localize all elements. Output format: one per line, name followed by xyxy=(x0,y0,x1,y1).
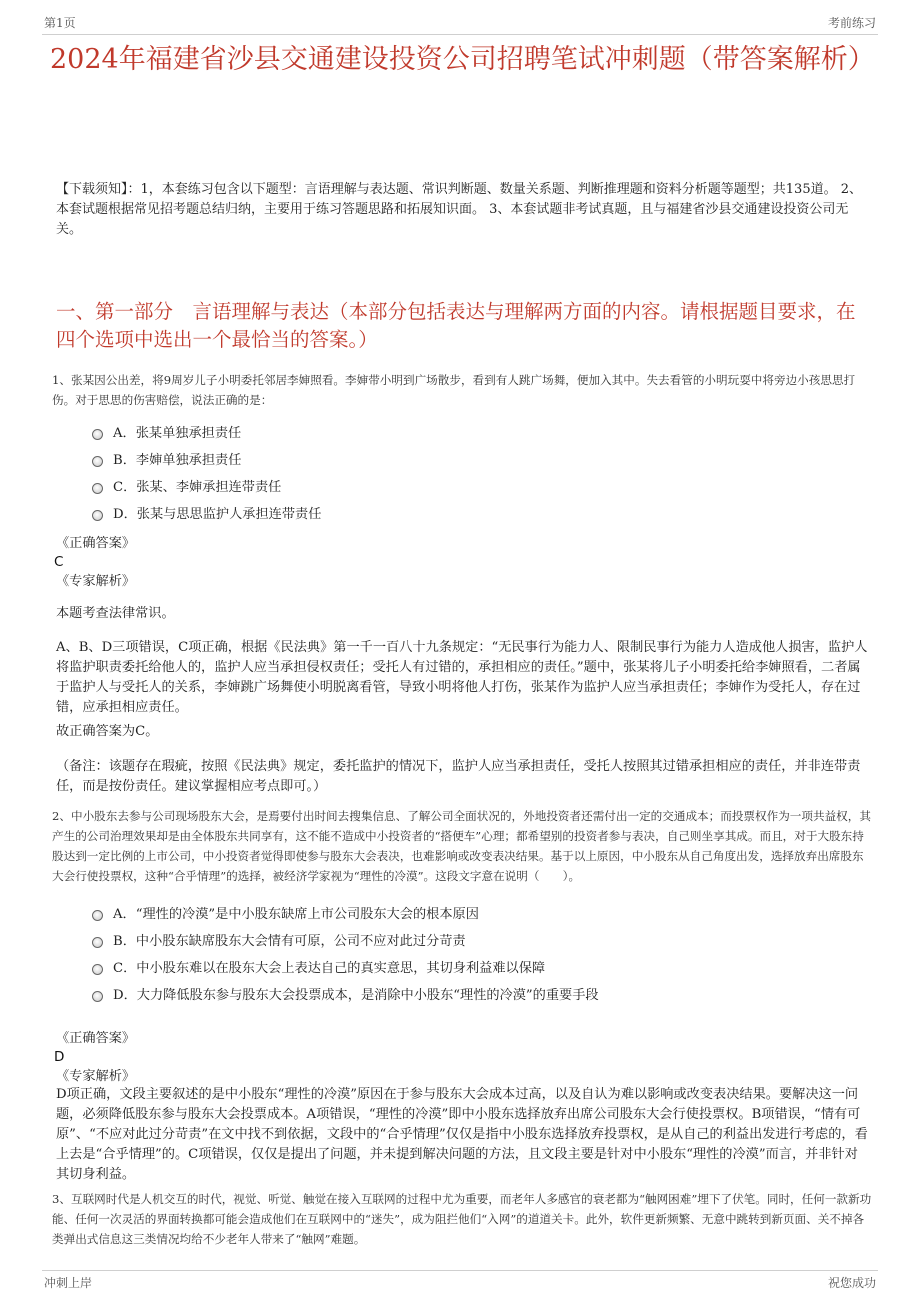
radio-icon[interactable] xyxy=(92,483,103,494)
question-2-options xyxy=(92,904,860,1012)
option-d[interactable] xyxy=(92,504,860,531)
option-label: D．张某与思思监护人承担连带责任 xyxy=(113,507,322,522)
question-1-options xyxy=(92,423,860,531)
analysis-paragraph: A、B、D三项错误，C项正确，根据《民法典》第一千一百八十九条规定：“无民事行为能力人、限制民事行为能力人造成他人损害，监护人将监护职责委托给他人的，监护人应当承担侵权责任；受托人有过错的，承担相应的责任。”题中，张某将儿子小明委托给李婶照看，二者属于监护人与受托人的关系，李婶跳广场舞使小明脱离看管，导致小明将他人打伤，张某作为监护人应当承担责任；李婶作为受托人，存在过错，应承担相应责任。 xyxy=(56,640,868,715)
option-a[interactable] xyxy=(92,423,860,450)
radio-icon[interactable] xyxy=(92,910,103,921)
analysis-paragraph: D项正确，文段主要叙述的是中小股东“理性的冷漠”原因在于参与股东大会成本过高，以及自认为难以影响或改变表决结果。要解决这一问题，必须降低股东参与股东大会投票成本。A项错误，“理性的冷漠”即中小股东选择放弃出席公司股东大会行使投票权。B项错误，“情有可原”、“不应对此过分苛责”在文中找不到依据，文段中的“合乎情理”仅仅是指中小股东选择放弃投票权，是从自己的利益出发进行考虑的，看上去是“合乎情理”的。C项错误，仅仅是提出了问题，并未提到解决问题的方法，且文段主要是针对中小股东“理性的冷漠”而言，并非针对其切身利益。 xyxy=(56,1087,868,1182)
option-a[interactable] xyxy=(92,904,860,931)
question-2-stem: 2、中小股东去参与公司现场股东大会，是焉要付出时间去搜集信息、了解公司全面状况的，外地投资者还需付出一定的交通成本；而投票权作为一项共益权，其产生的公司治理效果却是由全体股东共同享有，这不能不造成中小投资者的“搭便车”心理；都希望别的投资者参与表决，自己则坐享其成。而且，对于大股东持股达到一定比例的上市公司，中小投资者觉得即使参与股东大会表决，也难影响或改变表决结果。基于以上原因，中小股东从自己角度出发，选择放弃出席股东大会行使投票权，这种“合乎情理”的选择，被经济学家视为“理性的冷漠”。这段文字意在说明（ ）。 xyxy=(52,809,871,883)
analysis-paragraph: 故正确答案为C。 xyxy=(56,724,159,739)
radio-icon[interactable] xyxy=(92,510,103,521)
option-c[interactable] xyxy=(92,958,860,985)
radio-icon[interactable] xyxy=(92,964,103,975)
radio-icon[interactable] xyxy=(92,937,103,948)
page-header xyxy=(42,12,878,35)
radio-icon[interactable] xyxy=(92,991,103,1002)
option-label: B．李婶单独承担责任 xyxy=(113,453,242,468)
correct-answer-label: 《正确答案》 xyxy=(56,536,136,551)
analysis-paragraph: 本题考查法律常识。 xyxy=(56,606,175,621)
radio-icon[interactable] xyxy=(92,429,103,440)
page-number: 第1页 xyxy=(44,16,76,30)
option-label: B．中小股东缺席股东大会情有可原，公司不应对此过分苛责 xyxy=(113,934,466,949)
radio-icon[interactable] xyxy=(92,456,103,467)
option-b[interactable] xyxy=(92,450,860,477)
analysis-note: （备注：该题存在瑕疵，按照《民法典》规定，委托监护的情况下，监护人应当承担责任，受托人按照其过错承担相应的责任，并非连带责任，而是按份责任。建议掌握相应考点即可。） xyxy=(56,759,861,794)
option-c[interactable] xyxy=(92,477,860,504)
expert-analysis-label: 《专家解析》 xyxy=(56,574,136,589)
section-title: 一、第一部分 言语理解与表达（本部分包括表达与理解两方面的内容。请根据题目要求，在四个选项中选出一个最恰当的答案。） xyxy=(56,300,856,351)
option-label: C．中小股东难以在股东大会上表达自己的真实意思，其切身利益难以保障 xyxy=(113,961,546,976)
option-b[interactable] xyxy=(92,931,860,958)
answer-value: D xyxy=(54,1049,65,1065)
answer-value: C xyxy=(54,554,64,570)
question-3-stem: 3、互联网时代是人机交互的时代，视觉、听觉、触觉在接入互联网的过程中尤为重要，而老年人多感官的衰老都为“触网困难”埋下了伏笔。同时，任何一款新功能、任何一次灵活的界面转换都可能会造成他们在互联网中的“迷失”，成为阻拦他们“入网”的道道关卡。此外，软件更新频繁、无意中跳转到新页面、关不掉各类弹出式信息这三类情况均给不少老年人带来了“触网”难题。 xyxy=(52,1192,872,1246)
document-title: 2024年福建省沙县交通建设投资公司招聘笔试冲刺题（带答案解析） xyxy=(50,44,875,75)
option-label: A．张某单独承担责任 xyxy=(113,426,242,441)
question-1-stem: 1、张某因公出差，将9周岁儿子小明委托邻居李婶照看。李婶带小明到广场散步，看到有人跳广场舞，便加入其中。失去看管的小明玩耍中将旁边小孩思思打伤。对于思思的伤害赔偿，说法正确的是： xyxy=(52,373,856,407)
footer-right-label: 祝您成功 xyxy=(827,1276,876,1290)
option-d[interactable] xyxy=(92,985,860,1012)
correct-answer-label: 《正确答案》 xyxy=(56,1031,136,1046)
option-label: A．“理性的冷漠”是中小股东缺席上市公司股东大会的根本原因 xyxy=(113,907,479,922)
header-label: 考前练习 xyxy=(827,16,876,30)
footer-left-label: 冲刺上岸 xyxy=(44,1276,93,1290)
page-footer xyxy=(42,1270,878,1293)
expert-analysis-label: 《专家解析》 xyxy=(56,1069,136,1084)
option-label: C．张某、李婶承担连带责任 xyxy=(113,480,282,495)
download-notice: 【下载须知】：1，本套练习包含以下题型：言语理解与表达题、常识判断题、数量关系题、判断推理题和资料分析题等题型；共135道。 2、本套试题根据常见招考题总结归纳，主要用于练习答题思路和拓展知识面。 3、本套试题非考试真题，且与福建省沙县交通建设投资公司无关。 xyxy=(56,182,862,237)
option-label: D．大力降低股东参与股东大会投票成本，是消除中小股东“理性的冷漠”的重要手段 xyxy=(113,988,599,1003)
